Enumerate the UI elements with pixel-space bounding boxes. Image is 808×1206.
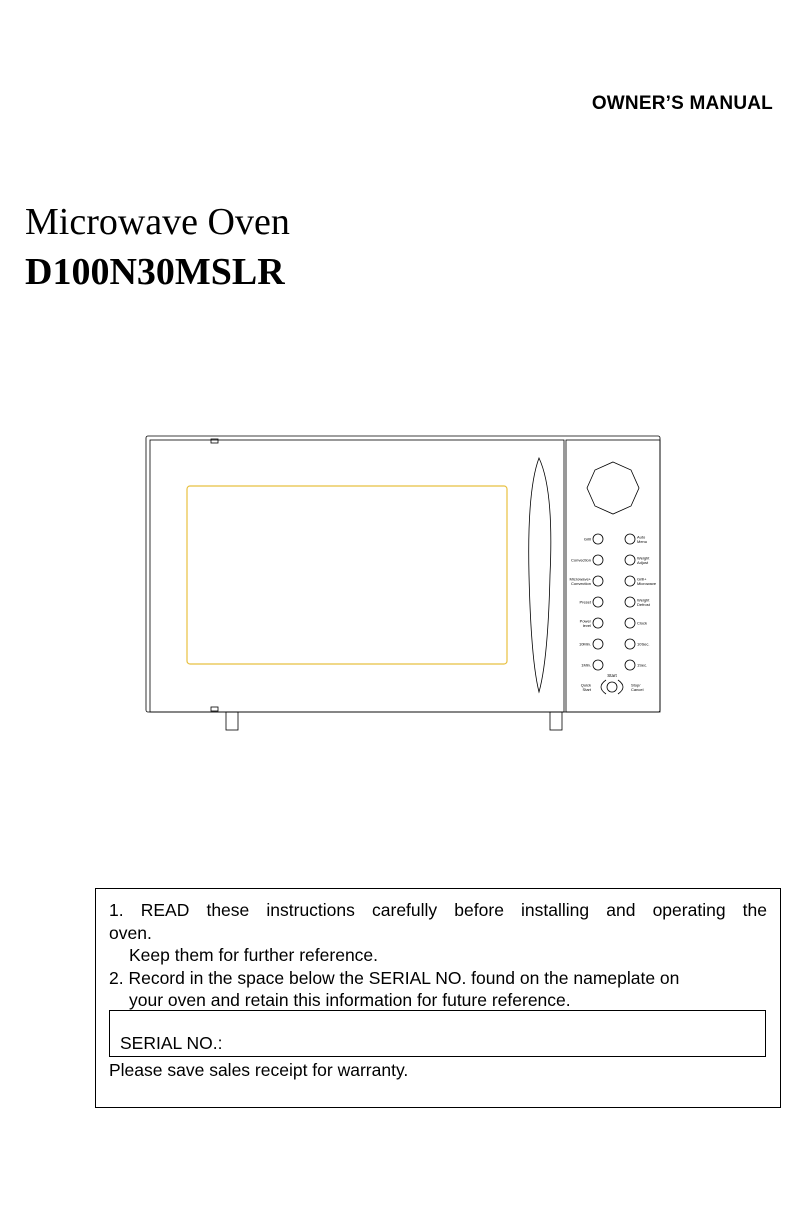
- manual-label: OWNER’S MANUAL: [591, 93, 773, 114]
- control-button-label: 1Min.: [581, 662, 591, 668]
- instruction-item-1-cont: oven.: [109, 923, 152, 943]
- control-button-right[interactable]: [625, 660, 635, 670]
- quick-start-label: Quick Start: [580, 682, 591, 692]
- control-button-right[interactable]: [625, 555, 635, 565]
- control-button-label: Auto Menu: [637, 534, 648, 544]
- instruction-item-2: 2. Record in the space below the SERIAL NO. found on the nameplate on: [109, 968, 680, 988]
- oven-window: [187, 486, 507, 664]
- control-button-label: Clock: [637, 620, 648, 626]
- control-button-label: Weight Defrost: [637, 597, 650, 607]
- control-button-label: Microwave+ Convection: [569, 576, 591, 586]
- control-button-left[interactable]: [593, 555, 603, 565]
- control-button-right[interactable]: [625, 576, 635, 586]
- control-button-left[interactable]: [593, 618, 603, 628]
- control-buttons: [570, 534, 657, 692]
- control-button-label: Weight Adjust: [637, 555, 650, 565]
- oven-door: [150, 440, 564, 712]
- microwave-oven-illustration: [140, 430, 670, 740]
- control-button-right[interactable]: [625, 534, 635, 544]
- instruction-item-2-cont: your oven and retain this information for future reference.: [129, 990, 571, 1010]
- model-number-title: D100N30MSLR: [25, 251, 285, 293]
- control-button-label: Preset: [579, 599, 591, 605]
- start-label: Start: [607, 673, 617, 678]
- stop-cancel-label: Stop/ Cancel: [631, 682, 644, 692]
- control-button-right[interactable]: [625, 639, 635, 649]
- product-type-title: Microwave Oven: [25, 201, 290, 243]
- door-handle: [529, 458, 551, 692]
- control-button-label: 10Sec.: [637, 641, 650, 647]
- control-button-label: 10Min.: [578, 641, 591, 647]
- control-button-label: Grill: [583, 536, 591, 542]
- instruction-item-1-note: Keep them for further reference.: [129, 945, 379, 965]
- start-button-group: [601, 680, 623, 694]
- control-button-left[interactable]: [593, 534, 603, 544]
- oven-foot-left: [226, 712, 238, 730]
- instructions-notice: [95, 888, 781, 1108]
- control-button-left[interactable]: [593, 660, 603, 670]
- serial-number-field[interactable]: [109, 1010, 766, 1057]
- stop-cancel-button[interactable]: [618, 680, 623, 694]
- instruction-item-1: 1. READ these instructions carefully before installing and operating the: [109, 900, 767, 920]
- control-button-left[interactable]: [593, 576, 603, 586]
- quick-start-button[interactable]: [601, 680, 606, 694]
- control-button-label: Power level: [579, 618, 591, 628]
- control-button-left[interactable]: [593, 597, 603, 607]
- door-latch-bottom: [211, 707, 218, 711]
- receipt-note: Please save sales receipt for warranty.: [109, 1060, 409, 1080]
- serial-number-label: SERIAL NO.:: [120, 1032, 223, 1053]
- control-button-label: Convection: [570, 557, 591, 563]
- oven-foot-right: [550, 712, 562, 730]
- start-button[interactable]: [607, 682, 617, 692]
- control-button-label: Grill+ Microwave: [637, 576, 657, 586]
- control-button-right[interactable]: [625, 597, 635, 607]
- control-button-left[interactable]: [593, 639, 603, 649]
- oven-body-outline: [146, 436, 660, 712]
- control-button-right[interactable]: [625, 618, 635, 628]
- control-button-label: 1Sec.: [637, 662, 648, 668]
- control-dial[interactable]: [587, 462, 639, 514]
